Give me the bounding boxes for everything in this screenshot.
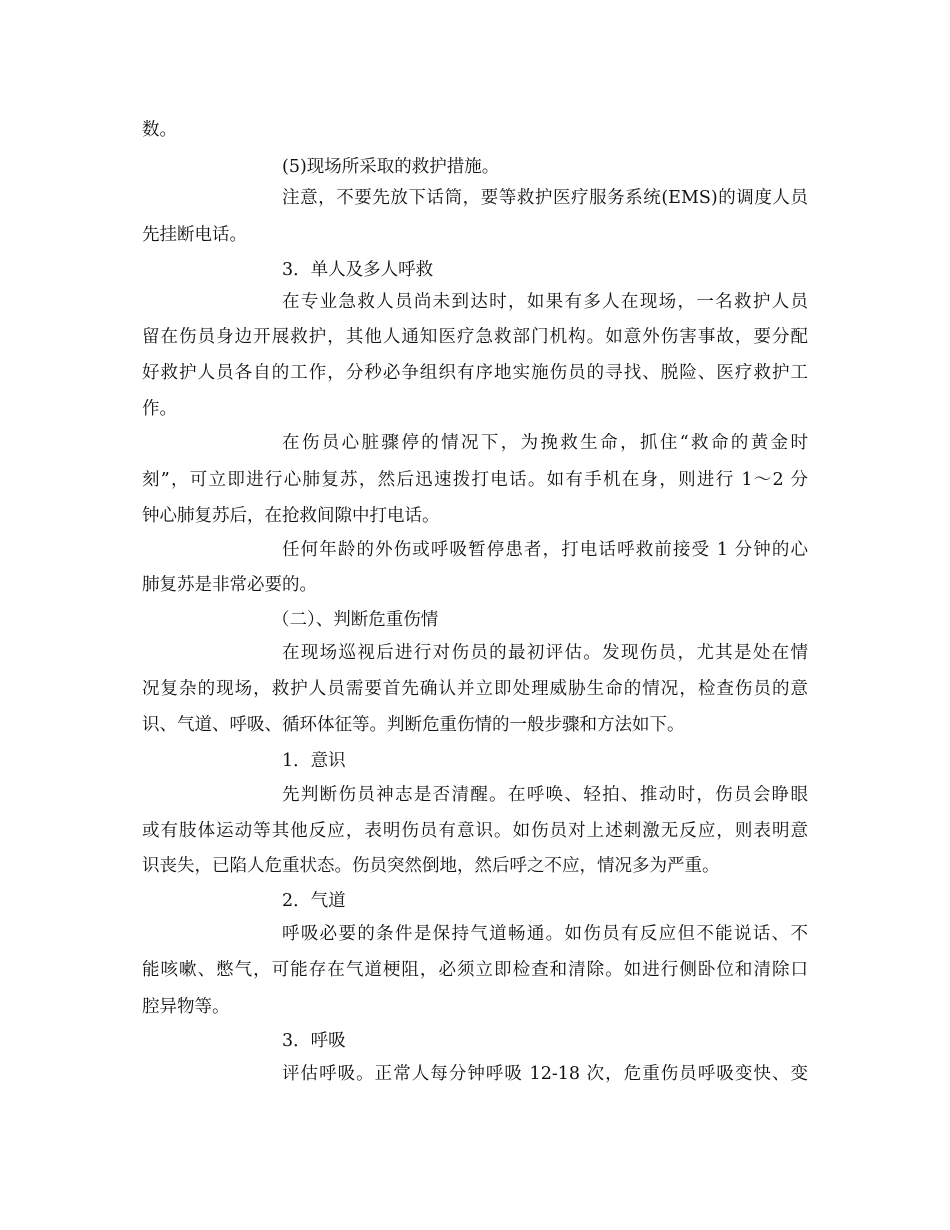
paragraph-line: 能咳嗽、憋气，可能存在气道梗阻，必须立即检查和清除。如进行侧卧位和清除口 xyxy=(142,960,808,980)
paragraph-end-line: 数。 xyxy=(142,120,177,140)
section-heading: 3．单人及多人呼救 xyxy=(282,260,434,280)
paragraph-first-line: 先判断伤员神志是否清醒。在呼唤、轻拍、推动时，伤员会睁眼 xyxy=(282,785,808,805)
paragraph-end-line: 先挂断电话。 xyxy=(142,225,247,245)
paragraph-line: 或有肢体运动等其他反应，表明伤员有意识。如伤员对上述刺激无反应，则表明意 xyxy=(142,821,808,841)
paragraph-first-line: 评估呼吸。正常人每分钟呼吸 12-18 次，危重伤员呼吸变快、变 xyxy=(282,1064,808,1084)
paragraph-end-line: 作。 xyxy=(142,399,177,419)
paragraph-first-line: 注意，不要先放下话筒，要等救护医疗服务系统(EMS)的调度人员 xyxy=(282,188,808,208)
paragraph-first-line: 在伤员心脏骤停的情况下，为挽救生命，抓住“救命的黄金时 xyxy=(282,433,808,453)
paragraph-line: 况复杂的现场，救护人员需要首先确认并立即处理威胁生命的情况，检查伤员的意 xyxy=(142,679,808,699)
list-item-line: (5)现场所采取的救护措施。 xyxy=(282,157,500,177)
paragraph-end-line: 肺复苏是非常必要的。 xyxy=(142,575,317,595)
paragraph-line: 好救护人员各自的工作，分秒必争组织有序地实施伤员的寻找、脱险、医疗救护工 xyxy=(142,363,808,383)
paragraph-first-line: 在专业急救人员尚未到达时，如果有多人在现场，一名救护人员 xyxy=(282,292,808,312)
section-heading: 2．气道 xyxy=(282,891,346,911)
paragraph-line: 刻”，可立即进行心肺复苏，然后迅速拨打电话。如有手机在身，则进行 1～2 分 xyxy=(142,470,808,490)
paragraph-end-line: 识丧失，已陷人危重状态。伤员突然倒地，然后呼之不应，情况多为严重。 xyxy=(142,856,720,876)
paragraph-end-line: 钟心肺复苏后，在抢救间隙中打电话。 xyxy=(142,506,440,526)
section-heading: 1．意识 xyxy=(282,751,346,771)
paragraph-line: 留在伤员身边开展救护，其他人通知医疗急救部门机构。如意外伤害事故，要分配 xyxy=(142,327,808,347)
paragraph-end-line: 识、气道、呼吸、循环体征等。判断危重伤情的一般步骤和方法如下。 xyxy=(142,715,685,735)
paragraph-first-line: 呼吸必要的条件是保持气道畅通。如伤员有反应但不能说话、不 xyxy=(282,924,808,944)
paragraph-first-line: 任何年龄的外伤或呼吸暂停患者，打电话呼救前接受 1 分钟的心 xyxy=(282,540,808,560)
section-heading: 3．呼吸 xyxy=(282,1031,346,1051)
paragraph-first-line: 在现场巡视后进行对伤员的最初评估。发现伤员，尤其是处在情 xyxy=(282,643,808,663)
paragraph-end-line: 腔异物等。 xyxy=(142,997,230,1017)
section-heading: （二）、判断危重伤情 xyxy=(272,610,439,630)
